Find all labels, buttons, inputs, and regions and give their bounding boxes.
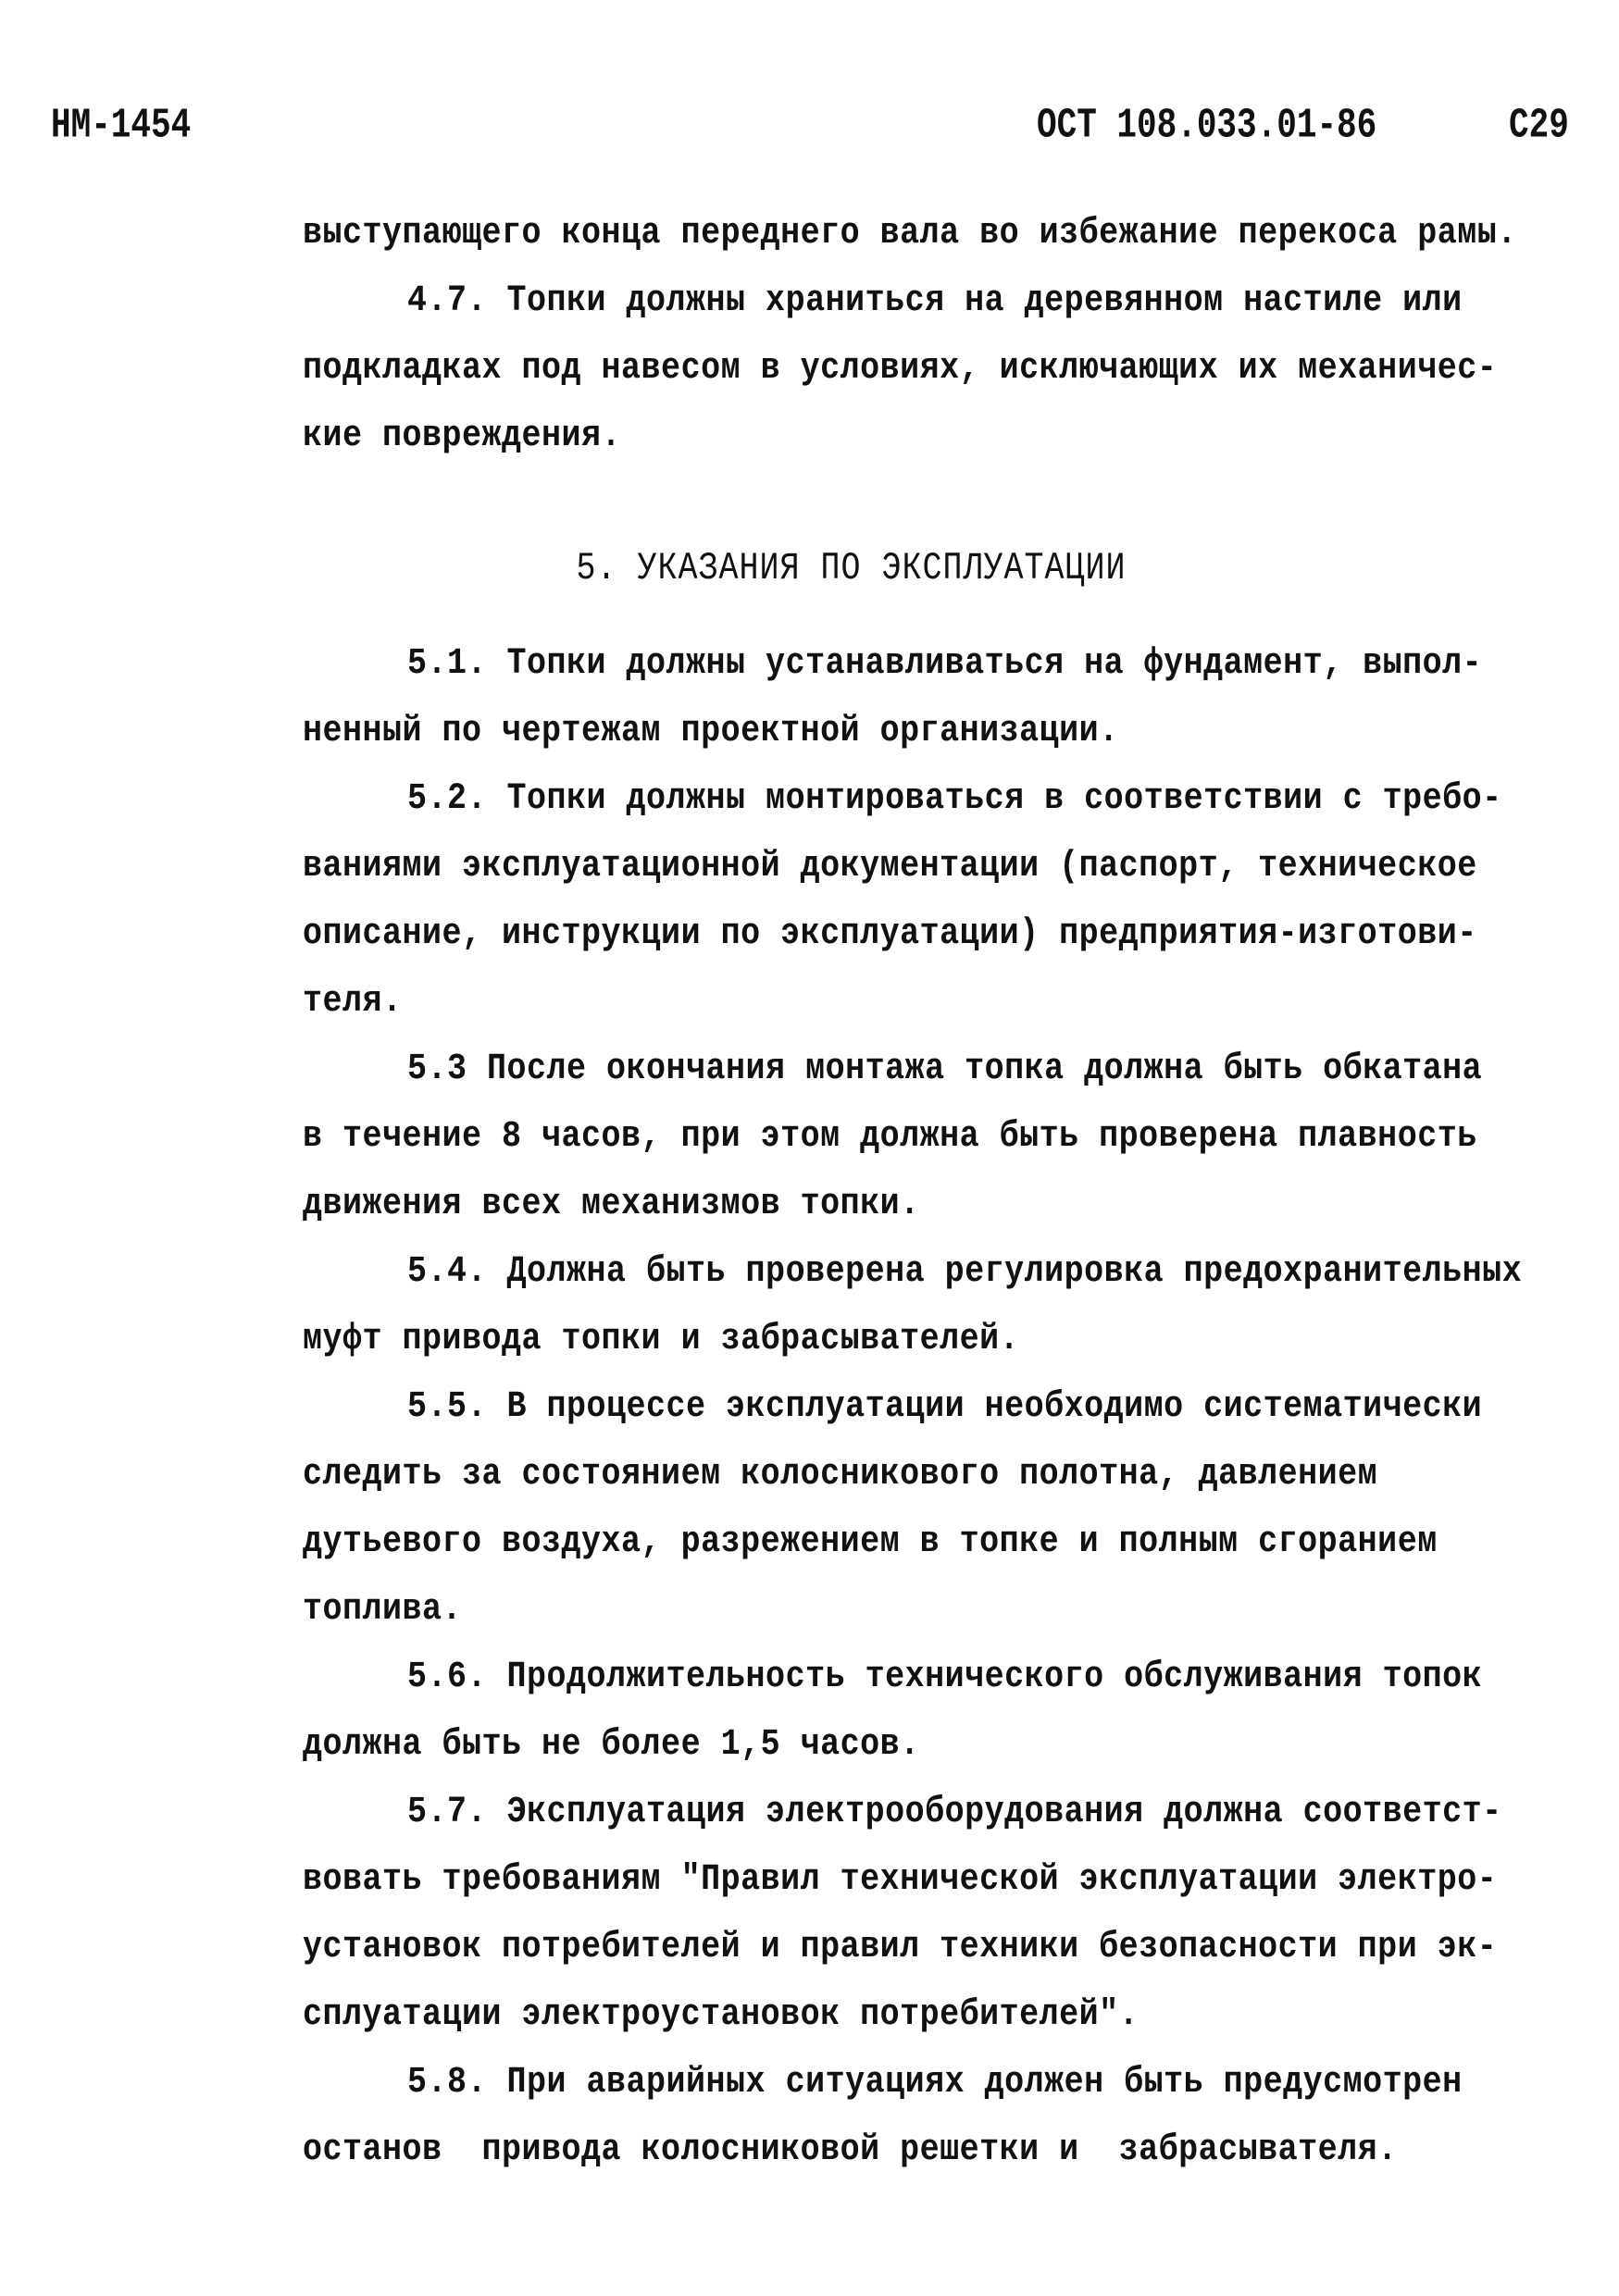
text-line: теля. — [303, 979, 403, 1023]
paragraph-5-5-line: 5.5. В процессе эксплуатации необходимо систематически — [407, 1384, 1483, 1428]
text-line: останов привода колосниковой решетки и забрасывателя. — [303, 2128, 1398, 2171]
text-line: должна быть не более 1,5 часов. — [303, 1722, 920, 1766]
text-line: ваниями эксплуатационной документации (паспорт, техническое — [303, 844, 1477, 887]
section-title: 5. УКАЗАНИЯ ПО ЭКСПЛУАТАЦИИ — [576, 546, 1127, 590]
standard-code: ОСТ 108.033.01-86 — [1037, 102, 1377, 150]
text-line: следить за состоянием колосникового полотна, давлением — [303, 1452, 1378, 1496]
paragraph-5-6-line: 5.6. Продолжительность технического обслуживания топок — [407, 1655, 1483, 1698]
paragraph-5-2-line: 5.2. Топки должны монтироваться в соответствии с требо- — [407, 776, 1502, 820]
paragraph-5-3-line: 5.3 После окончания монтажа топка должна быть обкатана — [407, 1047, 1483, 1090]
page-number: С29 — [1509, 102, 1569, 150]
text-line: в течение 8 часов, при этом должна быть проверена плавность — [303, 1114, 1477, 1158]
paragraph-5-4-line: 5.4. Должна быть проверена регулировка предохранительных — [407, 1249, 1523, 1293]
text-line: кие повреждения. — [303, 414, 622, 457]
text-line: движения всех механизмов топки. — [303, 1182, 920, 1225]
paragraph-5-8-line: 5.8. При аварийных ситуациях должен быть предусмотрен — [407, 2060, 1463, 2104]
text-line: описание, инструкции по эксплуатации) предприятия-изготови- — [303, 912, 1477, 955]
text-line: подкладках под навесом в условиях, исключающих их механичес- — [303, 346, 1498, 390]
document-number: НМ-1454 — [51, 102, 192, 150]
text-line: вовать требованиям "Правил технической эксплуатации электро- — [303, 1857, 1498, 1901]
text-line: муфт привода топки и забрасывателей. — [303, 1317, 1020, 1360]
paragraph-4-7-line: 4.7. Топки должны храниться на деревянном настиле или — [407, 279, 1463, 322]
text-line: сплуатации электроустановок потребителей". — [303, 1992, 1140, 2036]
text-line: ненный по чертежам проектной организации. — [303, 709, 1119, 752]
text-line: дутьевого воздуха, разрежением в топке и полным сгоранием — [303, 1520, 1438, 1563]
text-line: выступающего конца переднего вала во избежание перекоса рамы. — [303, 211, 1517, 254]
text-line: топлива. — [303, 1587, 463, 1631]
text-line: установок потребителей и правил техники безопасности при эк- — [303, 1925, 1498, 1968]
paragraph-5-1-line: 5.1. Топки должны устанавливаться на фундамент, выпол- — [407, 641, 1483, 685]
paragraph-5-7-line: 5.7. Эксплуатация электрооборудования должна соответст- — [407, 1790, 1502, 1833]
